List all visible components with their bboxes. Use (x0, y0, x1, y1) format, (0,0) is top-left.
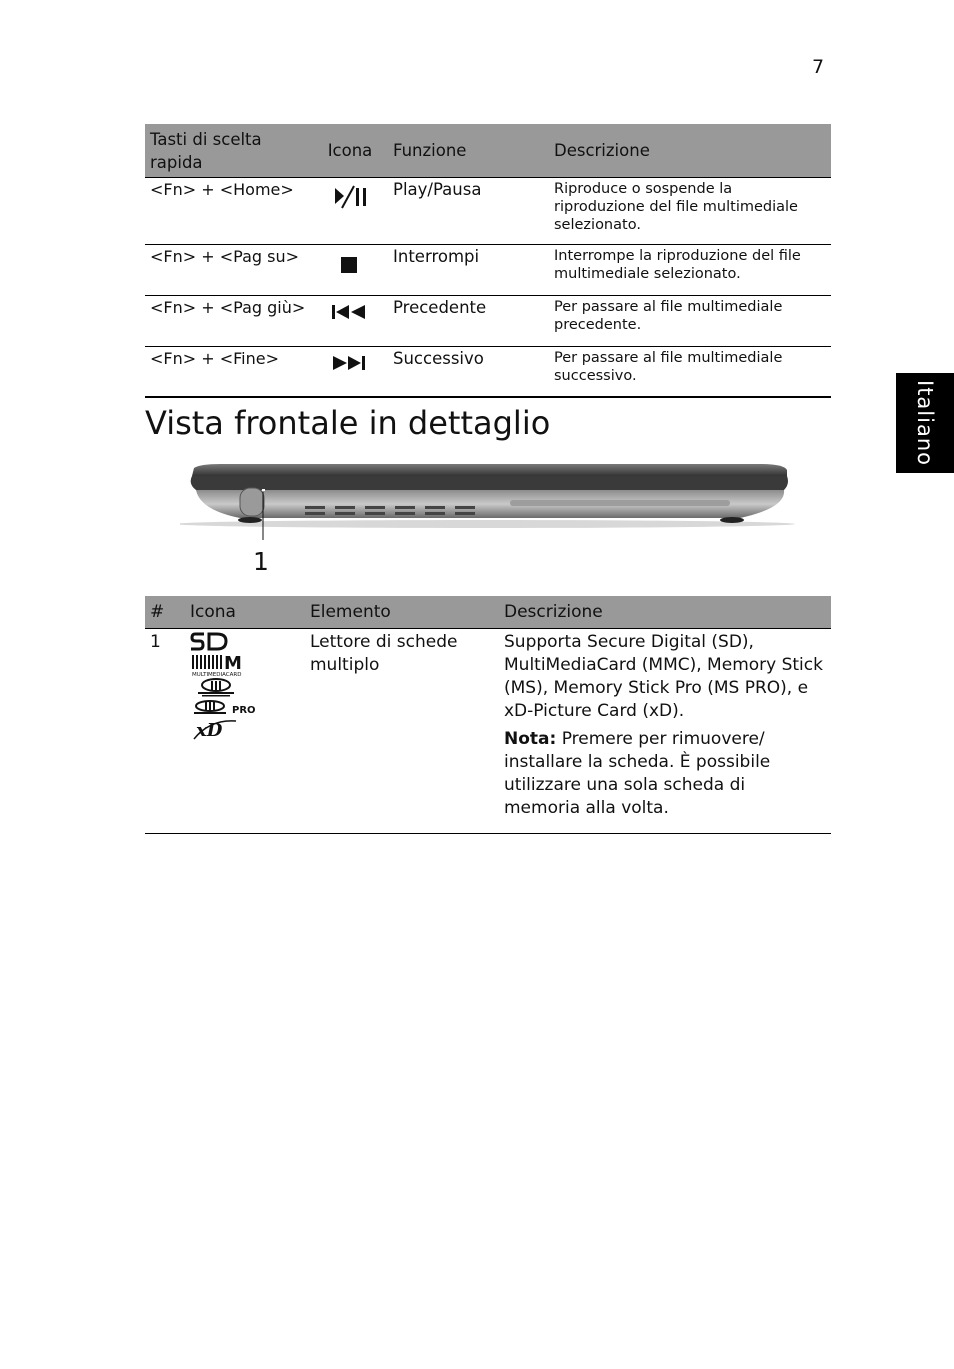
play-pause-icon (329, 184, 371, 210)
next-icon (329, 353, 371, 373)
mmc-icon-letter: M (224, 653, 242, 674)
table-row (145, 296, 831, 347)
hotkey-keys: <Fn> + <Pag giù> (145, 296, 312, 347)
hotkey-function: Play/Pausa (388, 178, 549, 245)
hotkey-keys: <Fn> + <Fine> (145, 347, 312, 398)
hotkey-description: Interrompe la riproduzione del file multimediale selezionato. (549, 245, 831, 296)
memory-stick-pro-icon (190, 697, 260, 717)
table-row (145, 245, 831, 296)
header-number: # (145, 596, 185, 629)
stop-icon (329, 251, 371, 275)
components-header-row (145, 596, 831, 629)
memory-stick-icon (190, 677, 246, 697)
table-row (145, 347, 831, 398)
hotkeys-header-row (145, 124, 831, 178)
component-element: Lettore di schede multiplo (305, 629, 499, 834)
header-function: Funzione (388, 124, 549, 178)
mmc-icon-caption: MULTIMEDIACARD (192, 672, 242, 677)
header-icon: Icona (185, 596, 305, 629)
header-element: Elemento (305, 596, 499, 629)
hotkey-description: Riproduce o sospende la riproduzione del file multimediale selezionato. (549, 178, 831, 245)
hotkey-function: Successivo (388, 347, 549, 398)
xd-picture-card-icon (190, 717, 240, 741)
xd-icon-label: xD (196, 720, 223, 741)
hotkeys-table (145, 124, 831, 398)
page-number: 7 (812, 56, 825, 78)
hotkey-description: Per passare al file multimediale successivo. (549, 347, 831, 398)
table-row (145, 629, 831, 834)
language-tab (896, 373, 954, 473)
components-table (145, 596, 831, 834)
note-label: Nota: (504, 729, 557, 749)
sd-card-icon (190, 631, 230, 653)
header-keys: Tasti di scelta rapida (145, 124, 312, 178)
header-description: Descrizione (499, 596, 831, 629)
hotkey-function: Precedente (388, 296, 549, 347)
previous-icon (329, 302, 371, 322)
header-description: Descrizione (549, 124, 831, 178)
ms-pro-icon-label: PRO (232, 705, 256, 716)
component-note (504, 728, 826, 820)
laptop-front-view-image (180, 460, 800, 540)
section-title: Vista frontale in dettaglio (145, 404, 551, 442)
hotkey-keys: <Fn> + <Pag su> (145, 245, 312, 296)
component-number: 1 (145, 629, 185, 834)
note-text: Premere per rimuovere/ installare la scheda. È possibile utilizzare una sola scheda di memoria alla volta. (504, 729, 771, 818)
hotkey-function: Interrompi (388, 245, 549, 296)
hotkey-description: Per passare al file multimediale precedente. (549, 296, 831, 347)
language-tab-label: Italiano (913, 380, 937, 466)
callout-number: 1 (253, 547, 269, 576)
hotkey-keys: <Fn> + <Home> (145, 178, 312, 245)
component-description: Supporta Secure Digital (SD), MultiMediaCard (MMC), Memory Stick (MS), Memory Stick Pro (MS PRO), e xD-Picture Card (xD). (504, 632, 823, 721)
multimediacard-icon (190, 653, 246, 677)
table-row (145, 178, 831, 245)
header-icon: Icona (312, 124, 388, 178)
